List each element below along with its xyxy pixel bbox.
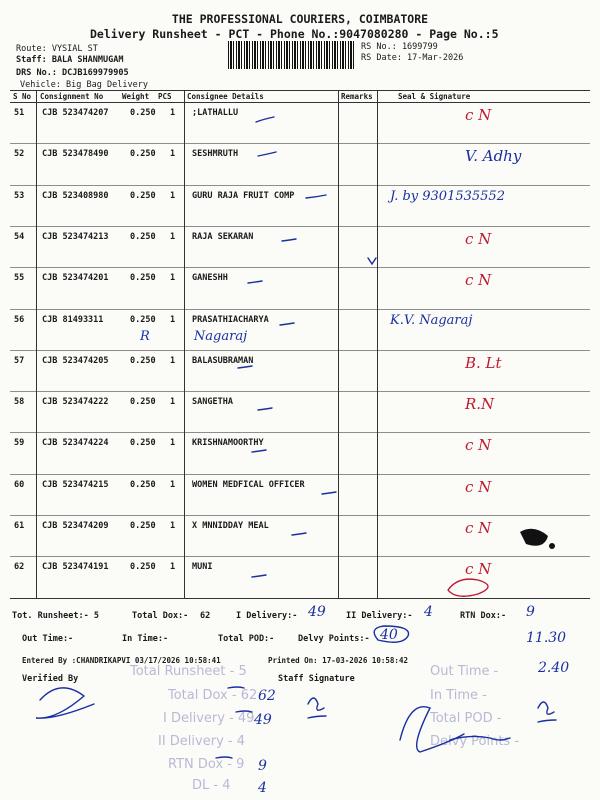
- tick-mark: [280, 323, 294, 325]
- i-delivery-value: 49: [308, 604, 326, 620]
- row-signature: c N: [465, 106, 492, 124]
- total-pod-label: Total POD:-: [218, 634, 275, 644]
- delvy-points-label: Delvy Points:-: [298, 634, 370, 644]
- col-sno: S No: [13, 92, 32, 101]
- row-consignee: PRASATHIACHARYA: [192, 315, 269, 325]
- row-consignment: CJB 523474191: [42, 562, 109, 572]
- initial-mark: [308, 698, 324, 710]
- row-signature: c N: [465, 271, 492, 289]
- row-sno: 60: [14, 480, 25, 490]
- entered-by: Entered By :CHANDRIKAPVI 03/17/2026 10:58:41: [22, 656, 221, 665]
- row-sno: 52: [14, 149, 25, 159]
- tick-mark: [306, 195, 326, 198]
- row-signature: c N: [465, 230, 492, 248]
- drs-number: DRS No.: DCJB169979905: [16, 68, 129, 78]
- row-signature: R.N: [465, 395, 495, 413]
- tick-mark: [258, 408, 272, 410]
- initial-mark: [538, 702, 554, 714]
- row-weight: 0.250: [130, 273, 156, 283]
- tick-mark: [282, 239, 296, 241]
- tick-mark: [258, 152, 276, 156]
- row-consignment: CJB 523474207: [42, 108, 109, 118]
- row-signature: c N: [465, 436, 492, 454]
- row-consignee: MUNI: [192, 562, 213, 572]
- row-consignee: KRISHNAMOORTHY: [192, 438, 264, 448]
- row-consignment: CJB 81493311: [42, 315, 104, 325]
- route-label: Route: VYSIAL ST: [16, 44, 98, 54]
- stamp-handwritten-9: 9: [258, 758, 267, 774]
- col-remarks: Remarks: [341, 92, 373, 101]
- row-weight: 0.250: [130, 562, 156, 572]
- rtn-dox-label: RTN Dox:-: [460, 611, 507, 621]
- staff-signature-label: Staff Signature: [278, 674, 355, 684]
- row-consignee: X MNNIDDAY MEAL: [192, 521, 269, 531]
- stamp-right-3: Total POD -: [430, 711, 502, 726]
- stamp-handwritten-62: 62: [258, 688, 276, 704]
- row-weight: 0.250: [130, 315, 156, 325]
- total-dox-value: 62: [200, 611, 211, 621]
- tick-mark: [322, 492, 336, 494]
- row-signature: c N: [465, 519, 492, 537]
- row-consignee: ;LATHALLU: [192, 108, 239, 118]
- row-pcs: 1: [170, 356, 176, 366]
- company-title: THE PROFESSIONAL COURIERS, COIMBATORE: [171, 12, 429, 26]
- row-consignment: CJB 523474213: [42, 232, 109, 242]
- tick-mark: [248, 281, 262, 283]
- row-pcs: 1: [170, 108, 176, 118]
- tick-mark: [292, 533, 306, 535]
- delvy-points-value: 40: [380, 627, 398, 643]
- row-consignment: CJB 523474215: [42, 480, 109, 490]
- ii-delivery-label: II Delivery:-: [346, 611, 413, 621]
- row-weight: 0.250: [130, 108, 156, 118]
- row-pcs: 1: [170, 315, 176, 325]
- row-weight: 0.250: [130, 356, 156, 366]
- staff-signature: [400, 707, 464, 752]
- stamp-line-5: RTN Dox - 9: [168, 757, 245, 772]
- col-pcs: PCS: [158, 92, 172, 101]
- row-pcs: 1: [170, 438, 176, 448]
- row-sno: 51: [14, 108, 25, 118]
- row-pcs: 1: [170, 232, 176, 242]
- row-consignee: SANGETHA: [192, 397, 233, 407]
- row-pcs: 1: [170, 191, 176, 201]
- row-consignment: CJB 523408980: [42, 191, 109, 201]
- row-weight: 0.250: [130, 232, 156, 242]
- row-consignee: WOMEN MEDFICAL OFFICER: [192, 480, 305, 490]
- runsheet-subtitle: Delivery Runsheet - PCT - Phone No.:9047080280 - Page No.:5: [90, 27, 499, 41]
- row-consignee: BALASUBRAMAN: [192, 356, 254, 366]
- rs-number: RS No.: 1699799: [361, 42, 438, 52]
- vehicle-label: Vehicle: Big Bag Delivery: [20, 80, 148, 90]
- row-sno: 55: [14, 273, 25, 283]
- ink-smudge: [520, 529, 548, 546]
- row-sno: 53: [14, 191, 25, 201]
- row-signature: J. by 9301535552: [390, 189, 505, 204]
- row-sno: 58: [14, 397, 25, 407]
- col-signature: Seal & Signature: [398, 92, 471, 101]
- row-sno: 61: [14, 521, 25, 531]
- tick-mark: [368, 258, 376, 264]
- stamp-line-2: Total Dox - 62: [168, 688, 258, 703]
- row-weight: 0.250: [130, 521, 156, 531]
- row-consignee: GURU RAJA FRUIT COMP: [192, 191, 295, 201]
- row-handwritten-note: R Nagaraj: [140, 329, 248, 344]
- out-time-label: Out Time:-: [22, 634, 74, 644]
- row-consignment: CJB 523474224: [42, 438, 109, 448]
- row-consignee: SESHMRUTH: [192, 149, 239, 159]
- row-sno: 62: [14, 562, 25, 572]
- tick-mark: [238, 366, 252, 368]
- row-weight: 0.250: [130, 191, 156, 201]
- row-weight: 0.250: [130, 480, 156, 490]
- stamp-right-1: Out Time -: [430, 664, 499, 679]
- row-sno: 57: [14, 356, 25, 366]
- time-in-handwritten: 11.30: [526, 630, 567, 646]
- row-weight: 0.250: [130, 397, 156, 407]
- rtn-dox-value: 9: [526, 604, 535, 620]
- printed-on: Printed On: 17-03-2026 10:58:42: [268, 656, 408, 665]
- tot-runsheet: Tot. Runsheet:- 5: [12, 611, 99, 621]
- stamp-line-1: Total Runsheet - 5: [130, 664, 247, 679]
- tick-mark: [256, 117, 274, 122]
- tick-mark: [252, 575, 266, 577]
- row-weight: 0.250: [130, 149, 156, 159]
- row-pcs: 1: [170, 562, 176, 572]
- row-consignment: CJB 523474205: [42, 356, 109, 366]
- row-signature: V. Adhy: [465, 147, 522, 165]
- red-circle-mark: [448, 579, 488, 596]
- tick-mark: [252, 450, 266, 452]
- row-consignment: CJB 523478490: [42, 149, 109, 159]
- i-delivery-label: I Delivery:-: [236, 611, 298, 621]
- row-signature: B. Lt: [465, 354, 502, 372]
- row-consignment: CJB 523474222: [42, 397, 109, 407]
- row-signature: K.V. Nagaraj: [390, 313, 473, 328]
- stamp-right-2: In Time -: [430, 688, 487, 703]
- stamp-handwritten-4: 4: [258, 780, 267, 796]
- ii-delivery-value: 4: [424, 604, 433, 620]
- total-dox-label: Total Dox:-: [132, 611, 189, 621]
- row-sno: 59: [14, 438, 25, 448]
- verifier-signature: [36, 688, 94, 718]
- row-weight: 0.250: [130, 438, 156, 448]
- row-pcs: 1: [170, 149, 176, 159]
- rs-date: RS Date: 17-Mar-2026: [361, 53, 464, 63]
- row-consignment: CJB 523474201: [42, 273, 109, 283]
- row-sno: 54: [14, 232, 25, 242]
- in-time-label: In Time:-: [122, 634, 169, 644]
- row-sno: 56: [14, 315, 25, 325]
- row-consignment: CJB 523474209: [42, 521, 109, 531]
- stamp-right-4: Delvy Points -: [430, 734, 520, 749]
- verified-by-label: Verified By: [22, 674, 79, 684]
- time-out-handwritten: 2.40: [538, 660, 570, 676]
- row-pcs: 1: [170, 521, 176, 531]
- row-signature: c N: [465, 560, 492, 578]
- stamp-handwritten-49: 49: [254, 712, 272, 728]
- circled-value: [374, 626, 408, 642]
- row-signature: c N: [465, 478, 492, 496]
- stamp-line-6: DL - 4: [192, 778, 231, 793]
- staff-label: Staff: BALA SHANMUGAM: [16, 55, 124, 65]
- col-consignee: Consignee Details: [187, 92, 264, 101]
- row-consignee: RAJA SEKARAN: [192, 232, 254, 242]
- col-weight: Weight: [122, 92, 150, 101]
- row-pcs: 1: [170, 273, 176, 283]
- row-consignee: GANESHH: [192, 273, 228, 283]
- col-consignment: Consignment No: [40, 92, 104, 101]
- stamp-line-3: I Delivery - 49: [163, 711, 255, 726]
- row-pcs: 1: [170, 480, 176, 490]
- stamp-line-4: II Delivery - 4: [158, 734, 245, 749]
- row-pcs: 1: [170, 397, 176, 407]
